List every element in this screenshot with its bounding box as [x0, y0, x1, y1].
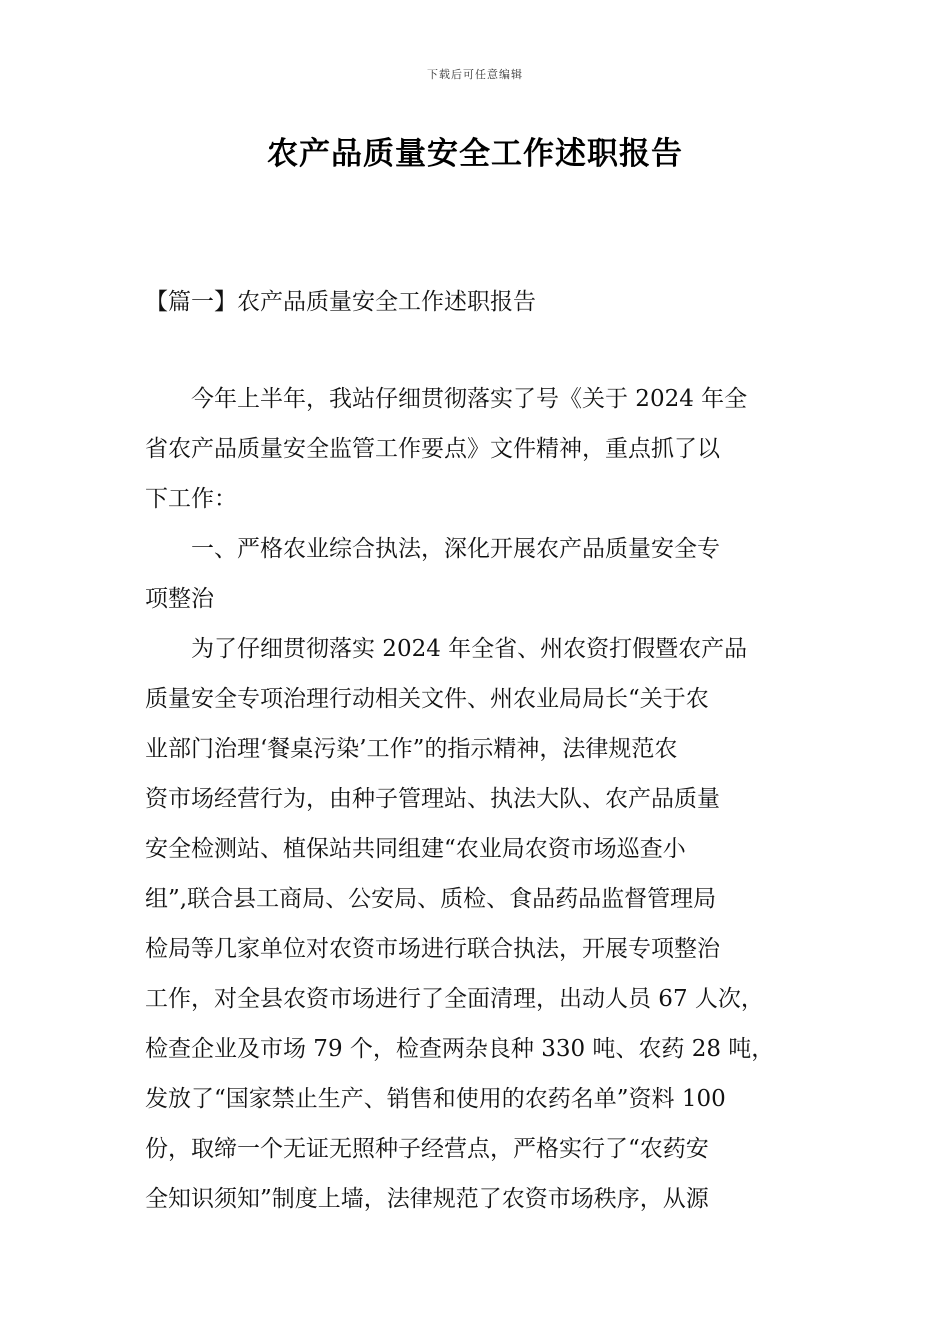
document-title: 农产品质量安全工作述职报告 — [267, 136, 683, 172]
body-line: 检查企业及市场 79 个，检查两杂良种 330 吨、农药 28 吨， — [145, 1036, 775, 1062]
body-line: 安全检测站、植保站共同组建“农业局农资市场巡查小 — [145, 836, 686, 862]
body-line: 为了仔细贯彻落实 2024 年全省、州农资打假暨农产品 — [145, 636, 748, 662]
body-line: 资市场经营行为，由种子管理站、执法大队、农产品质量 — [145, 786, 720, 812]
document-body — [145, 374, 807, 1224]
body-line: 质量安全专项治理行动相关文件、州农业局局长“关于农 — [145, 686, 709, 712]
body-line: 项整治 — [145, 586, 214, 612]
body-line: 一、严格农业综合执法，深化开展农产品质量安全专 — [145, 536, 720, 562]
body-line: 检局等几家单位对农资市场进行联合执法，开展专项整治 — [145, 936, 720, 962]
section-heading: 【篇一】农产品质量安全工作述职报告 — [145, 289, 536, 315]
body-line: 省农产品质量安全监管工作要点》文件精神，重点抓了以 — [145, 436, 720, 462]
body-line: 下工作： — [145, 486, 237, 512]
body-line: 发放了“国家禁止生产、销售和使用的农药名单”资料 100 — [145, 1086, 726, 1112]
header-note: 下载后可任意编辑 — [427, 68, 523, 81]
body-line: 今年上半年，我站仔细贯彻落实了号《关于 2024 年全 — [145, 386, 748, 412]
body-line: 份，取缔一个无证无照种子经营点，严格实行了“农药安 — [145, 1136, 709, 1162]
body-line: 全知识须知”制度上墙，法律规范了农资市场秩序，从源 — [145, 1186, 709, 1212]
body-line: 组”,联合县工商局、公安局、质检、食品药品监督管理局 — [145, 886, 717, 912]
body-line: 工作，对全县农资市场进行了全面清理，出动人员 67 人次， — [145, 986, 764, 1012]
body-line: 业部门治理‘餐桌污染’工作”的指示精神，法律规范农 — [145, 736, 678, 762]
